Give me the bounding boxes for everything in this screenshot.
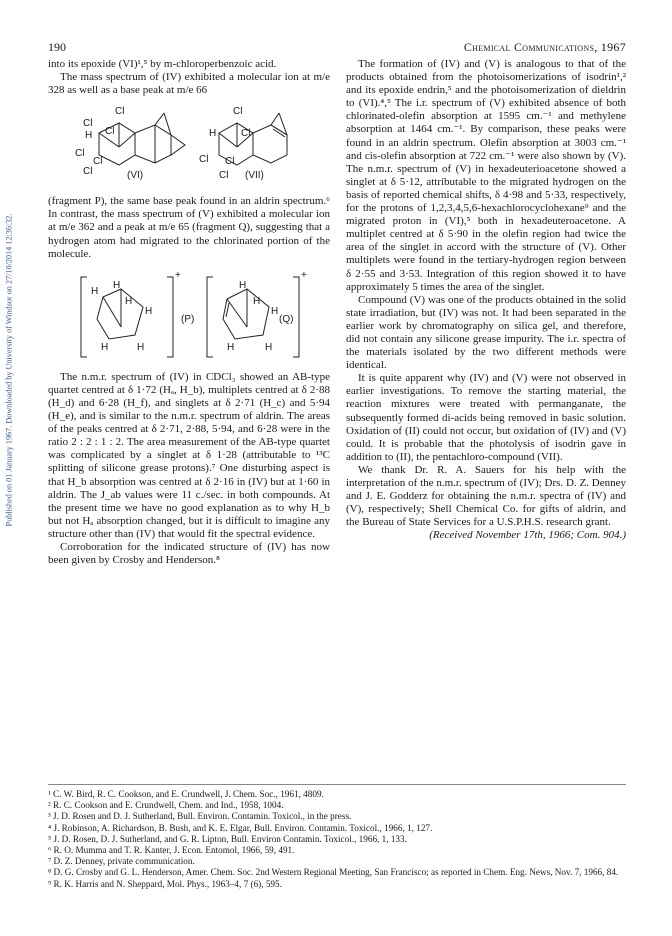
reference-list: [48, 784, 626, 890]
label-h: H: [227, 341, 235, 353]
reference-item: ⁷ D. Z. Denney, private communication.: [48, 856, 195, 867]
structure-figure-vi-vii: [69, 103, 309, 191]
reference-item: ⁶ R. O. Mumma and T. R. Kanter, J. Econ. Entomol, 1966, 59, 491.: [48, 845, 295, 856]
label-h: H: [265, 341, 273, 353]
paragraph: Corroboration for the indicated structure of (IV) has now been given by Crosby and Henderson.⁸: [48, 540, 330, 567]
reference-item: ⁵ J. D. Rosen, D. J. Sutherland, and G. R. Lipton, Bull. Environ Contamin. Toxicol., 1966, 1, 133.: [48, 833, 407, 844]
journal-title: Chemical Communications, 1967: [463, 40, 626, 54]
paragraph: (fragment P), the same base peak found in an aldrin spectrum.⁶ In contrast, the mass spectrum of (V) exhibited a molecular ion at m/e 362 and a peak at m/e 65 (fragment Q), suggesting that a hydrogen atom had migrated to the chlorinated portion of the molecule.: [48, 195, 330, 260]
charge-plus: +: [175, 269, 181, 281]
reference-item: ⁸ D. G. Crosby and G. L. Henderson, Amer. Chem. Soc. 2nd Western Regional Meeting, San Francisco; as reported in Chem. Eng. News, Nov. 7, 1966, 84.: [48, 867, 619, 878]
label-cl: Cl: [219, 170, 229, 182]
label-cl: Cl: [75, 148, 85, 160]
reference-item: ³ J. D. Rosen and D. J. Sutherland, Bull. Environ. Contamin. Toxicol., in the press.: [48, 811, 352, 822]
charge-plus: +: [301, 269, 307, 281]
structure-figure-p-q: [69, 267, 309, 367]
structure-drawing-vi-vii: [69, 103, 309, 191]
label-h: H: [145, 305, 153, 317]
compound-label-vi: (VI): [127, 170, 144, 182]
label-cl: Cl: [105, 126, 115, 138]
received-date: (Received November 17th, 1966; Com. 904.): [429, 529, 626, 542]
label-h: H: [85, 130, 93, 142]
label-cl: Cl: [83, 166, 93, 178]
fragment-label-p: (P): [181, 313, 195, 325]
download-watermark-text: Published on 01 January 1967. Downloaded by University of Windsor on 27/10/2014 12:36:32.: [4, 213, 14, 527]
label-h: H: [239, 279, 247, 291]
reference-item: ⁴ J. Robinson, A. Richardson, B. Bush, and K. E. Elgar, Bull. Environ. Contamin. Toxicol., 1966, 1, 127.: [48, 822, 433, 833]
compound-label-vii: (VII): [245, 170, 264, 182]
paragraph: into its epoxide (VI)¹,⁵ by m-chloroperbenzoic acid.: [48, 58, 277, 70]
reference-item: ² R. C. Cookson and E. Crundwell, Chem. and Ind., 1958, 1004.: [48, 800, 284, 811]
label-h: H: [91, 285, 99, 297]
paragraph: The mass spectrum of (IV) exhibited a molecular ion at m/e 328 as well as a base peak at m/e 66: [48, 71, 330, 97]
label-h: H: [271, 305, 279, 317]
label-cl: Cl: [241, 128, 251, 140]
label-cl: Cl: [225, 156, 235, 168]
page-number: 190: [48, 40, 66, 54]
paragraph: The formation of (IV) and (V) is analogous to that of the products obtained from the photoisomerizations of isodrin¹,² and its epoxide endrin,⁵ and the photoisomerization of dieldrin to (VI).⁴,⁵ The i.r. spectrum of (V) exhibited absence of both chlorinated-olefin absorption at 1595 cm.⁻¹ and methylene absorption at 1464 cm.⁻¹. By comparison, these peaks were found in an aldrin spectrum. Olefin absorption at 3003 cm.⁻¹ and cis-olefin absorption at 722 cm.⁻¹ were also shown by (V). The n.m.r. spectrum of (V) in hexadeuterioacetone showed a singlet at δ 5·12, attributable to the migrated hydrogen on the basis of reported chemical shifts, δ 4·98 and 5·33, respectively, for the protons of 1,2,3,4,5,6-hexachlorocyclohexane⁹ and the migrated proton in (VI),⁵ both in hexadeuteroacetone. A multiplet centred at δ 5·90 in the olefin region had twice the area of the singlet in accord with the structure of (V). Other multiplets were found in the tertiary-hydrogen region between δ 2·55 and 3·53. Integration of this region showed it to have approximately 5 times the area of the singlet.: [346, 58, 626, 293]
paragraph: The n.m.r. spectrum of (IV) in CDCl₃ showed an AB-type quartet centred at δ 1·72 (Hₐ, H_b), multiplets centred at δ 2·88 (H_d) and 6·28 (H_f), and singlets at δ 2·71 (H_c) and 5·94 (H_e), and is similar to the n.m.r. spectrum of aldrin. The areas of the peaks centred at δ 2·71, 2·88, 5·94, and 6·28 were in the ratio 2 : 2 : 1 : 2. The area measurement of the AB-type quartet was complicated by a singlet at δ 1·28 (attributable to ¹³C splitting of silicone grease protons).⁷ One disturbing aspect is that H_b absorption was centred at δ 2·16 in (IV) but at 1·60 in aldrin. The J_ab values were 11 c./sec. in both compounds. At the present time we have no good explanation as to why H_b but not Hₐ absorption changed, but it is difficult to imagine any structure other than (IV) that would fit the spectral evidence.: [48, 370, 330, 540]
reference-item: ¹ C. W. Bird, R. C. Cookson, and E. Crundwell, J. Chem. Soc., 1961, 4809.: [48, 789, 324, 799]
label-h: H: [101, 341, 109, 353]
label-cl: Cl: [199, 154, 209, 166]
label-h: H: [137, 341, 145, 353]
acknowledgement-paragraph: We thank Dr. R. A. Sauers for his help with the interpretation of the n.m.r. spectrum of (IV); Drs. D. Z. Denney and J. E. Godderz for obtaining the n.m.r. spectra of (IV) and (V), respectively; Shell Chemical Co. for gifts of aldrin, and the Bureau of State Services for a U.S.P.H.S. research grant.: [346, 463, 626, 529]
paragraph: Compound (V) was one of the products obtained in the solid state irradiation, but (IV) was not. It had been separated in the earlier work by chromatography on silica gel, and therefore, did not contain any silicone grease impurity. The i.r. spectra of the materials isolated by the two different methods were identical.: [346, 293, 626, 372]
label-cl: Cl: [233, 106, 243, 118]
left-column: [48, 58, 330, 567]
page-header: [48, 40, 626, 56]
reference-item: ⁹ R. K. Harris and N. Sheppard, Mol. Phys., 1963–4, 7 (6), 595.: [48, 878, 282, 889]
paragraph: It is quite apparent why (IV) and (V) were not observed in earlier investigations. To remove the starting material, the reaction mixtures were treated with permanganate, the subsequently formed di-acids being removed in basic solution. Oxidation of (II) could not occur, but oxidation of (IV) and (V) could. It is probable that the photolysis of isodrin gave in addition to (II), the pentachloro-compound (VII).: [346, 372, 626, 463]
right-column: [346, 58, 626, 542]
label-h: H: [253, 295, 261, 307]
label-cl: Cl: [93, 156, 103, 168]
download-watermark: [2, 150, 16, 590]
label-h: H: [125, 295, 133, 307]
fragment-label-q: (Q): [279, 313, 294, 325]
label-cl: Cl: [83, 118, 93, 130]
label-h: H: [209, 128, 217, 140]
label-h: H: [113, 279, 121, 291]
label-cl: Cl: [115, 106, 125, 118]
